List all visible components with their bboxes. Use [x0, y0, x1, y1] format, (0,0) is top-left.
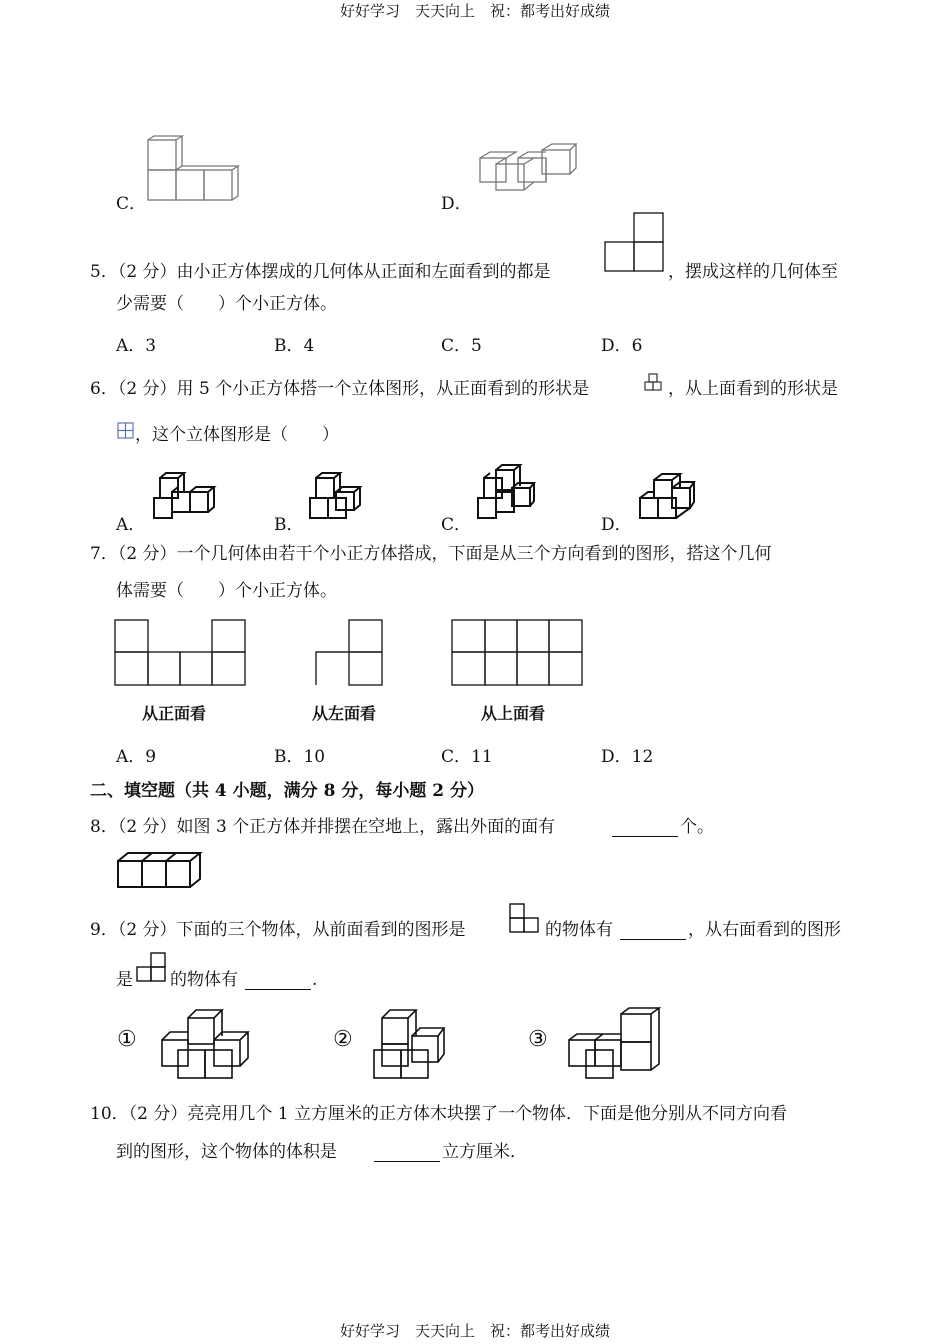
q9-object-3-figure [566, 1006, 662, 1082]
q7-left-view-caption: 从左面看 [312, 704, 377, 723]
q9-text-d: 是 [116, 970, 133, 990]
q9-front-view-icon [509, 903, 541, 935]
q6-top-view-icon [117, 422, 135, 440]
q7-top-view-caption: 从上面看 [481, 704, 546, 723]
q6-front-view-icon [644, 372, 664, 392]
q7-option-d[interactable]: D．12 [601, 747, 654, 767]
q5-text-c: 少需要（ ）个小正方体。 [116, 294, 337, 314]
q5-option-d[interactable]: D．6 [601, 336, 643, 356]
q7-left-view-figure [315, 619, 385, 687]
q6-option-c[interactable]: C． [441, 515, 472, 535]
q7-option-a[interactable]: A．9 [116, 747, 157, 767]
q9-answer-blank-1[interactable] [620, 921, 686, 940]
q6-text-a: 6．（2 分）用 5 个小正方体搭一个立体图形，从正面看到的形状是 [90, 379, 590, 399]
q5-view-figure [604, 212, 668, 272]
q5-option-a[interactable]: A．3 [116, 336, 157, 356]
q6-option-c-figure [476, 464, 538, 522]
section-2-title: 二、填空题（共 4 小题，满分 8 分，每小题 2 分） [90, 781, 484, 801]
q9-answer-blank-2[interactable] [245, 971, 311, 990]
q9-text-e: 的物体有 [170, 970, 238, 990]
q6-option-a[interactable]: A． [116, 515, 146, 535]
q4-option-d[interactable]: D． [441, 194, 472, 214]
q7-option-b[interactable]: B．10 [274, 747, 326, 767]
q8-answer-blank[interactable] [612, 818, 678, 837]
q7-top-view-figure [451, 619, 585, 687]
q9-text-c: ，从右面看到的图形 [688, 920, 841, 940]
q9-label-3: ③ [528, 1027, 548, 1052]
q9-right-view-icon [136, 952, 168, 984]
q9-text-a: 9．（2 分）下面的三个物体，从前面看到的图形是 [90, 920, 466, 940]
q7-front-view-caption: 从正面看 [142, 704, 207, 723]
q7-front-view-figure [114, 619, 248, 687]
q8-cubes-figure [116, 851, 206, 891]
q9-object-2-figure [372, 1008, 448, 1082]
q9-object-1-figure [158, 1008, 252, 1082]
q4-option-d-figure [476, 144, 576, 194]
q6-option-b[interactable]: B． [274, 515, 304, 535]
q7-text-b: 体需要（ ）个小正方体。 [116, 581, 337, 601]
q5-text-b: ，摆成这样的几何体至 [668, 262, 838, 282]
q7-text-a: 7．（2 分）一个几何体由若干个小正方体搭成，下面是从三个方向看到的图形，搭这个几何 [90, 544, 772, 564]
q9-label-1: ① [117, 1027, 137, 1052]
q7-option-c[interactable]: C．11 [441, 747, 493, 767]
q4-option-c[interactable]: C． [116, 194, 147, 214]
q4-option-c-figure [146, 136, 238, 204]
q9-label-2: ② [333, 1027, 353, 1052]
page-header: 好好学习 天天向上 祝：都考出好成绩 [339, 2, 610, 20]
q6-option-a-figure [152, 472, 218, 522]
q8-text-a: 8．（2 分）如图 3 个正方体并排摆在空地上，露出外面的面有 [90, 817, 556, 837]
q9-text-f: . [312, 970, 318, 990]
q6-option-d-figure [638, 472, 698, 522]
q6-text-c: ，这个立体图形是（ ） [135, 425, 339, 445]
q5-option-c[interactable]: C．5 [441, 336, 482, 356]
page-footer: 好好学习 天天向上 祝：都考出好成绩 [339, 1322, 610, 1340]
q10-text-a: 10．（2 分）亮亮用几个 1 立方厘米的正方体木块摆了一个物体．下面是他分别从不同方向看 [90, 1104, 787, 1124]
q10-text-c: 立方厘米． [442, 1142, 527, 1162]
q8-text-b: 个。 [680, 817, 714, 837]
q5-text-a: 5．（2 分）由小正方体摆成的几何体从正面和左面看到的都是 [90, 262, 551, 282]
q10-answer-blank[interactable] [374, 1143, 440, 1162]
q5-option-b[interactable]: B．4 [274, 336, 315, 356]
q10-text-b: 到的图形，这个物体的体积是 [116, 1142, 337, 1162]
q9-text-b: 的物体有 [545, 920, 613, 940]
q6-text-b: ，从上面看到的形状是 [668, 379, 838, 399]
q6-option-b-figure [308, 472, 364, 522]
q6-option-d[interactable]: D． [601, 515, 632, 535]
